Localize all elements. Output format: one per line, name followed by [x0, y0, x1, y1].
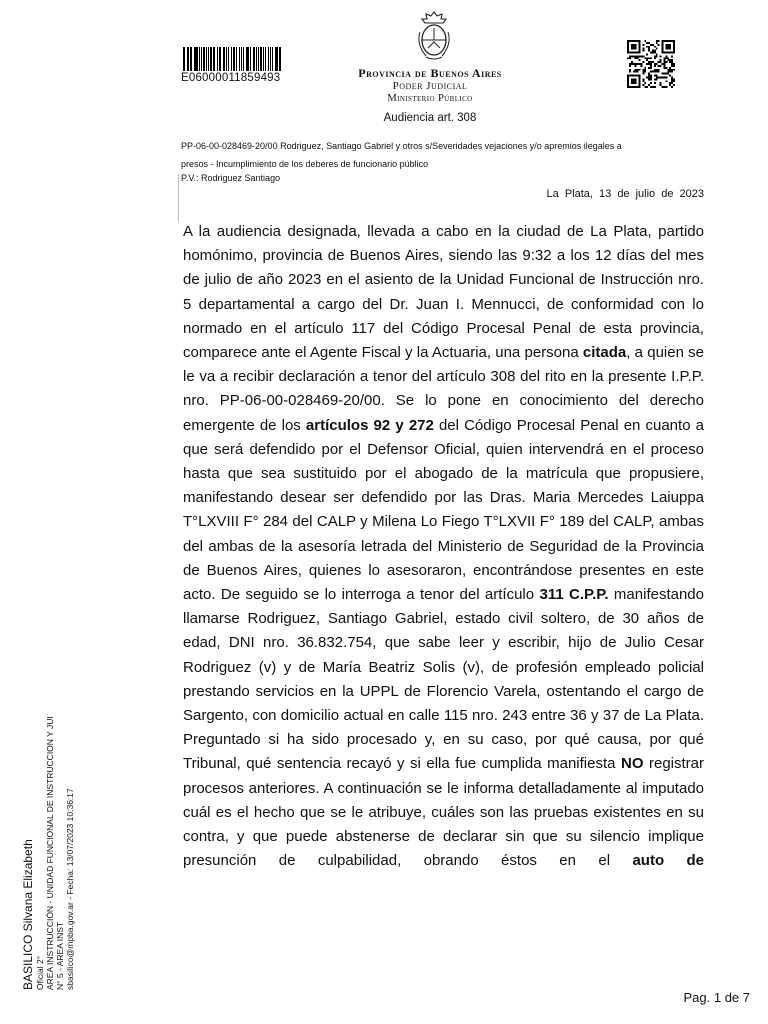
body-text-5: registrar procesos anteriores. A continuación se le informa detalladamente al imputado cuál es el hecho que se le atribuye, cuáles son las pruebas existentes en su contra, y que puede abstenerse de declarar sin que su silencio implique presunción de culpabilidad, obrando éstos en el	[183, 755, 704, 870]
body-bold-no: NO	[620, 755, 644, 773]
barcode	[183, 47, 283, 71]
signer-role: Oficial 2°	[35, 955, 45, 990]
qr-code-icon	[627, 40, 675, 88]
body-text-3: del Código Procesal Penal en cuanto a que será defendido por el Defensor Oficial, quien intervendrá en el proceso hasta que sea sustituido por el abogado de la matrícula que propusiere, manifestando desear ser defendido por las Dras. Maria Mercedes Laiuppa T°LXVIII F° 284 del CALP y Milena Lo Fiego T°LXVII F° 189 del CALP, ambas del ambas de la asesoría letrada del Ministerio de Seguridad de la Provincia de Buenos Aires, quienes lo asesoraron, encontrándose presentes en este acto. De seguido se lo interroga a tenor del artículo	[183, 416, 704, 604]
page-number: Pag. 1 de 7	[683, 990, 750, 1005]
header-ministerio: Ministerio Público	[387, 93, 473, 104]
body-bold-citada: citada	[582, 344, 627, 362]
signer-unit-2: N° 5 - AREA INST	[55, 921, 65, 990]
signer-name: BASILICO Silvana Elizabeth	[21, 839, 35, 990]
signature-stamp	[22, 700, 282, 990]
header-poder-judicial: Poder Judicial	[392, 80, 468, 92]
barcode-number: E06000011859493	[181, 72, 281, 84]
body-text-4: manifestando llamarse Rodriguez, Santiago Gabriel, estado civil soltero, de 30 años de edad, DNI nro. 36.832.754, que sabe leer y escribir, hijo de Julio Cesar Rodriguez (v) y de María Beatriz Solis (v), de profesión empleado policial prestando servicios en la UPPL de Florencio Varela, ostentando el cargo de Sargento, con domicilio actual en calle 115 nro. 243 entre 36 y 37 de La Plata. Preguntado si ha sido procesado y, en su caso, por qué causa, por qué Tribunal, qué sentencia recayó y si ella fue cumplida manifiesta	[183, 586, 704, 773]
margin-rule	[178, 174, 179, 222]
body-text-1: A la audiencia designada, llevada a cabo en la ciudad de La Plata, partido homónimo, provincia de Buenos Aires, siendo las 9:32 a los 12 días del mes de julio de año 2023 en el asiento de la Unidad Funcional de Instrucción nro. 5 departamental a cargo del Dr. Juan I. Mennucci, de conformidad con lo normado en el artículo 117 del Código Procesal Penal de esta provincia, comparece ante el Agente Fiscal y la Actuaria, una persona	[183, 223, 704, 362]
case-caption-line-2: presos - Incumplimiento de los deberes de funcionario público	[181, 159, 429, 169]
pv-line: P.V.: Rodriguez Santiago	[181, 173, 281, 183]
case-caption-line-1: PP-06-00-028469-20/00 Rodriguez, Santiago Gabriel y otros s/Severidades vejaciones y/o apremios ilegales a	[181, 141, 622, 151]
document-title: Audiencia art. 308	[383, 112, 477, 124]
signer-email-date: sbasilico@mpba.gov.ar - Fecha: 13/07/2023 10:36:17	[65, 788, 75, 990]
body-bold-articulos: artículos 92 y 272	[305, 416, 434, 434]
body-text-2: , a quien se le va a recibir declaración a tenor del artículo 308 del rito en la presente I.P.P. nro. PP-06-00-028469-20/00. Se lo pone en conocimiento del derecho emergente de los	[183, 344, 704, 434]
body-bold-auto-de: auto de	[632, 852, 704, 870]
signer-unit-1: AREA INSTRUCCIÓN - UNIDAD FUNCIONAL DE INSTRUCCION Y JUI	[45, 716, 55, 990]
coat-of-arms-icon	[412, 10, 456, 62]
case-caption	[181, 137, 701, 173]
document-date: La Plata, 13 de julio de 2023	[546, 188, 704, 200]
body-bold-311: 311 C.P.P.	[539, 586, 609, 604]
header-province: Provincia de Buenos Aires	[358, 66, 502, 80]
